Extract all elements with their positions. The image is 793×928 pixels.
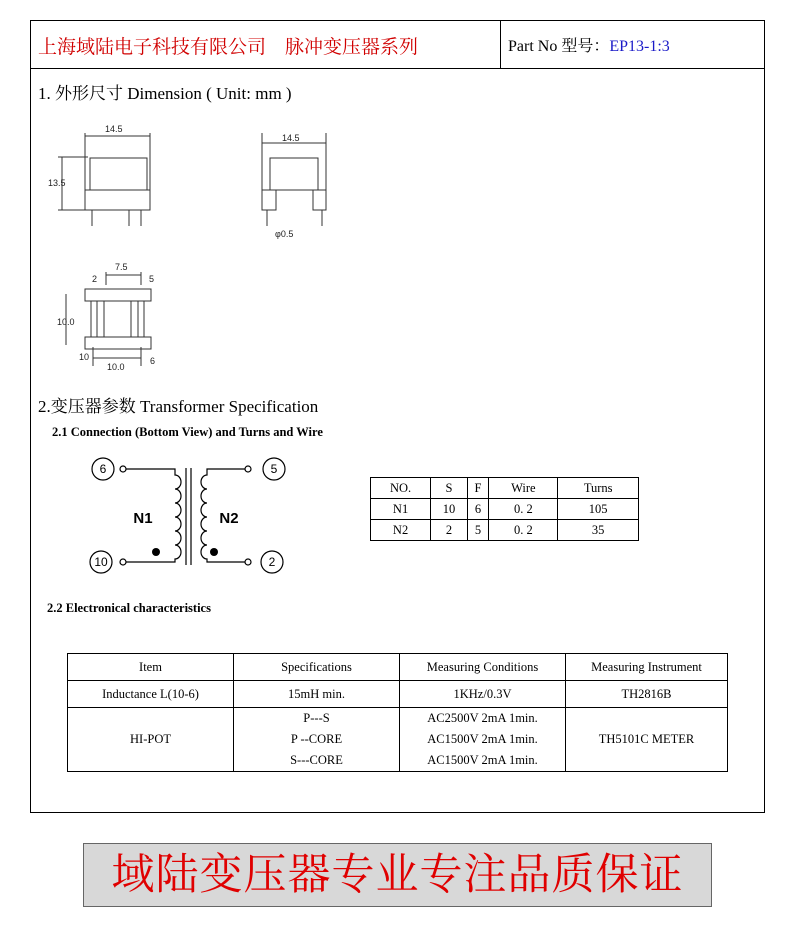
cell: N2 — [371, 520, 431, 541]
spec: P---S — [303, 711, 330, 725]
part-label: Part No 型号： — [508, 38, 610, 55]
pin-6: 6 — [99, 462, 107, 476]
pin-10-label: 10 — [79, 352, 90, 362]
header-item: Item — [68, 654, 234, 681]
cell — [234, 708, 400, 772]
table-row — [68, 681, 728, 708]
table-row — [68, 708, 728, 772]
pin-2: 2 — [268, 555, 276, 569]
section-2-title: 2.变压器参数 Transformer Specification — [38, 397, 319, 416]
dim-pin-diameter: φ0.5 — [275, 229, 294, 239]
electrical-table — [67, 653, 728, 772]
condition: AC2500V 2mA 1min. — [427, 711, 538, 725]
cell: Inductance L(10-6) — [68, 681, 234, 708]
cell: 15mH min. — [234, 681, 400, 708]
cell: 35 — [558, 520, 639, 541]
section-1-title: 1. 外形尺寸 Dimension ( Unit: mm ) — [38, 84, 292, 103]
pin-5-label: 5 — [149, 274, 155, 284]
condition: AC1500V 2mA 1min. — [427, 732, 538, 746]
cell: HI-POT — [68, 708, 234, 772]
part-number — [508, 33, 670, 56]
dim-pitch-bottom: 10.0 — [107, 362, 125, 372]
cell: TH2816B — [566, 681, 728, 708]
dim-height: 13.5 — [48, 178, 66, 188]
dim-row-spacing: 10.0 — [57, 317, 75, 327]
header-instrument: Measuring Instrument — [566, 654, 728, 681]
dimension-drawings — [40, 120, 340, 380]
spec: P --CORE — [290, 732, 343, 746]
cell: TH5101C METER — [566, 708, 728, 772]
cell: 1KHz/0.3V — [400, 681, 566, 708]
cell — [400, 708, 566, 772]
pin-10: 10 — [94, 555, 108, 569]
table-row — [371, 499, 639, 520]
header-s: S — [431, 478, 468, 499]
winding-n2-label: N2 — [219, 510, 239, 527]
header-wire: Wire — [489, 478, 558, 499]
part-value: EP13-1:3 — [609, 38, 670, 55]
slogan-banner: 域陆变压器专业专注品质保证 — [83, 843, 712, 907]
header-specifications: Specifications — [234, 654, 400, 681]
subsection-2-2: 2.2 Electronical characteristics — [47, 601, 211, 615]
cell: 6 — [467, 499, 489, 520]
turns-table — [370, 477, 639, 541]
cell: 105 — [558, 499, 639, 520]
cell: 2 — [431, 520, 468, 541]
dim-width-front: 14.5 — [105, 124, 123, 134]
pin-5: 5 — [270, 462, 278, 476]
header-divider — [500, 20, 501, 68]
cell: 0. 2 — [489, 499, 558, 520]
company-title: 上海域陆电子科技有限公司 脉冲变压器系列 — [38, 36, 419, 58]
header-conditions: Measuring Conditions — [400, 654, 566, 681]
header-no: NO. — [371, 478, 431, 499]
condition: AC1500V 2mA 1min. — [427, 753, 538, 767]
cell: 10 — [431, 499, 468, 520]
cell: 0. 2 — [489, 520, 558, 541]
header-f: F — [467, 478, 489, 499]
winding-n1-label: N1 — [133, 510, 153, 527]
dim-pitch-top: 7.5 — [115, 262, 128, 272]
table-row — [371, 520, 639, 541]
pin-6-label: 6 — [150, 356, 156, 366]
dim-width-side: 14.5 — [282, 133, 300, 143]
winding-schematic — [85, 450, 295, 580]
subsection-2-1: 2.1 Connection (Bottom View) and Turns and Wire — [52, 425, 323, 439]
pin-2-label: 2 — [92, 274, 98, 284]
spec: S---CORE — [290, 753, 343, 767]
header-turns: Turns — [558, 478, 639, 499]
cell: N1 — [371, 499, 431, 520]
cell: 5 — [467, 520, 489, 541]
